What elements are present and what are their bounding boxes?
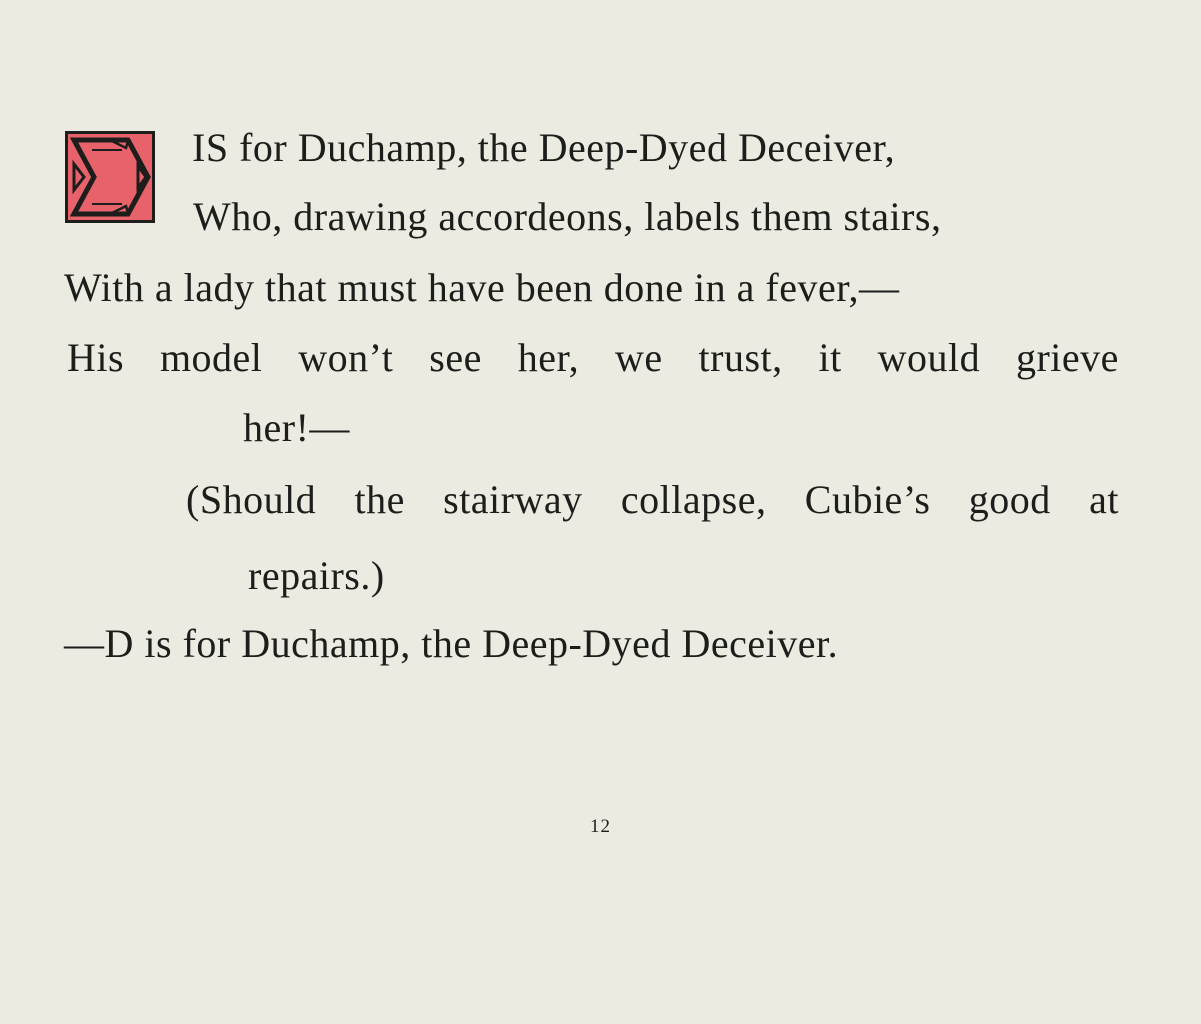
verse-word: stairway: [443, 477, 583, 522]
verse-word: His: [67, 335, 125, 380]
verse-word: at: [1089, 477, 1119, 522]
verse-line-7: repairs.): [248, 553, 385, 598]
verse-word: see: [429, 335, 482, 380]
verse-word: we: [615, 335, 663, 380]
verse-line-3: With a lady that must have been done in a fever,—: [64, 265, 900, 310]
verse-word: won’t: [298, 335, 394, 380]
verse-word: collapse,: [620, 477, 767, 522]
verse-line-1: IS for Duchamp, the Deep-Dyed Deceiver,: [192, 125, 896, 170]
decorative-initial-d-icon: [62, 128, 158, 226]
verse-line-4: [67, 335, 1119, 380]
page-number: 12: [590, 816, 611, 837]
verse-word: good: [968, 477, 1051, 522]
verse-word: model: [159, 335, 263, 380]
verse-word: grieve: [1015, 335, 1119, 380]
verse-word: it: [818, 335, 842, 380]
verse-word: Cubie’s: [804, 477, 931, 522]
verse-line-2: Who, drawing accordeons, labels them stairs,: [193, 194, 942, 239]
verse-word: her,: [517, 335, 580, 380]
verse-word: trust,: [698, 335, 783, 380]
verse-line-8: —D is for Duchamp, the Deep-Dyed Deceiver.: [64, 621, 839, 666]
verse-word: (Should: [186, 477, 317, 522]
verse-line-6: [186, 477, 1119, 522]
verse-word: would: [877, 335, 981, 380]
verse-line-5: her!—: [243, 405, 350, 450]
verse-word: the: [354, 477, 405, 522]
